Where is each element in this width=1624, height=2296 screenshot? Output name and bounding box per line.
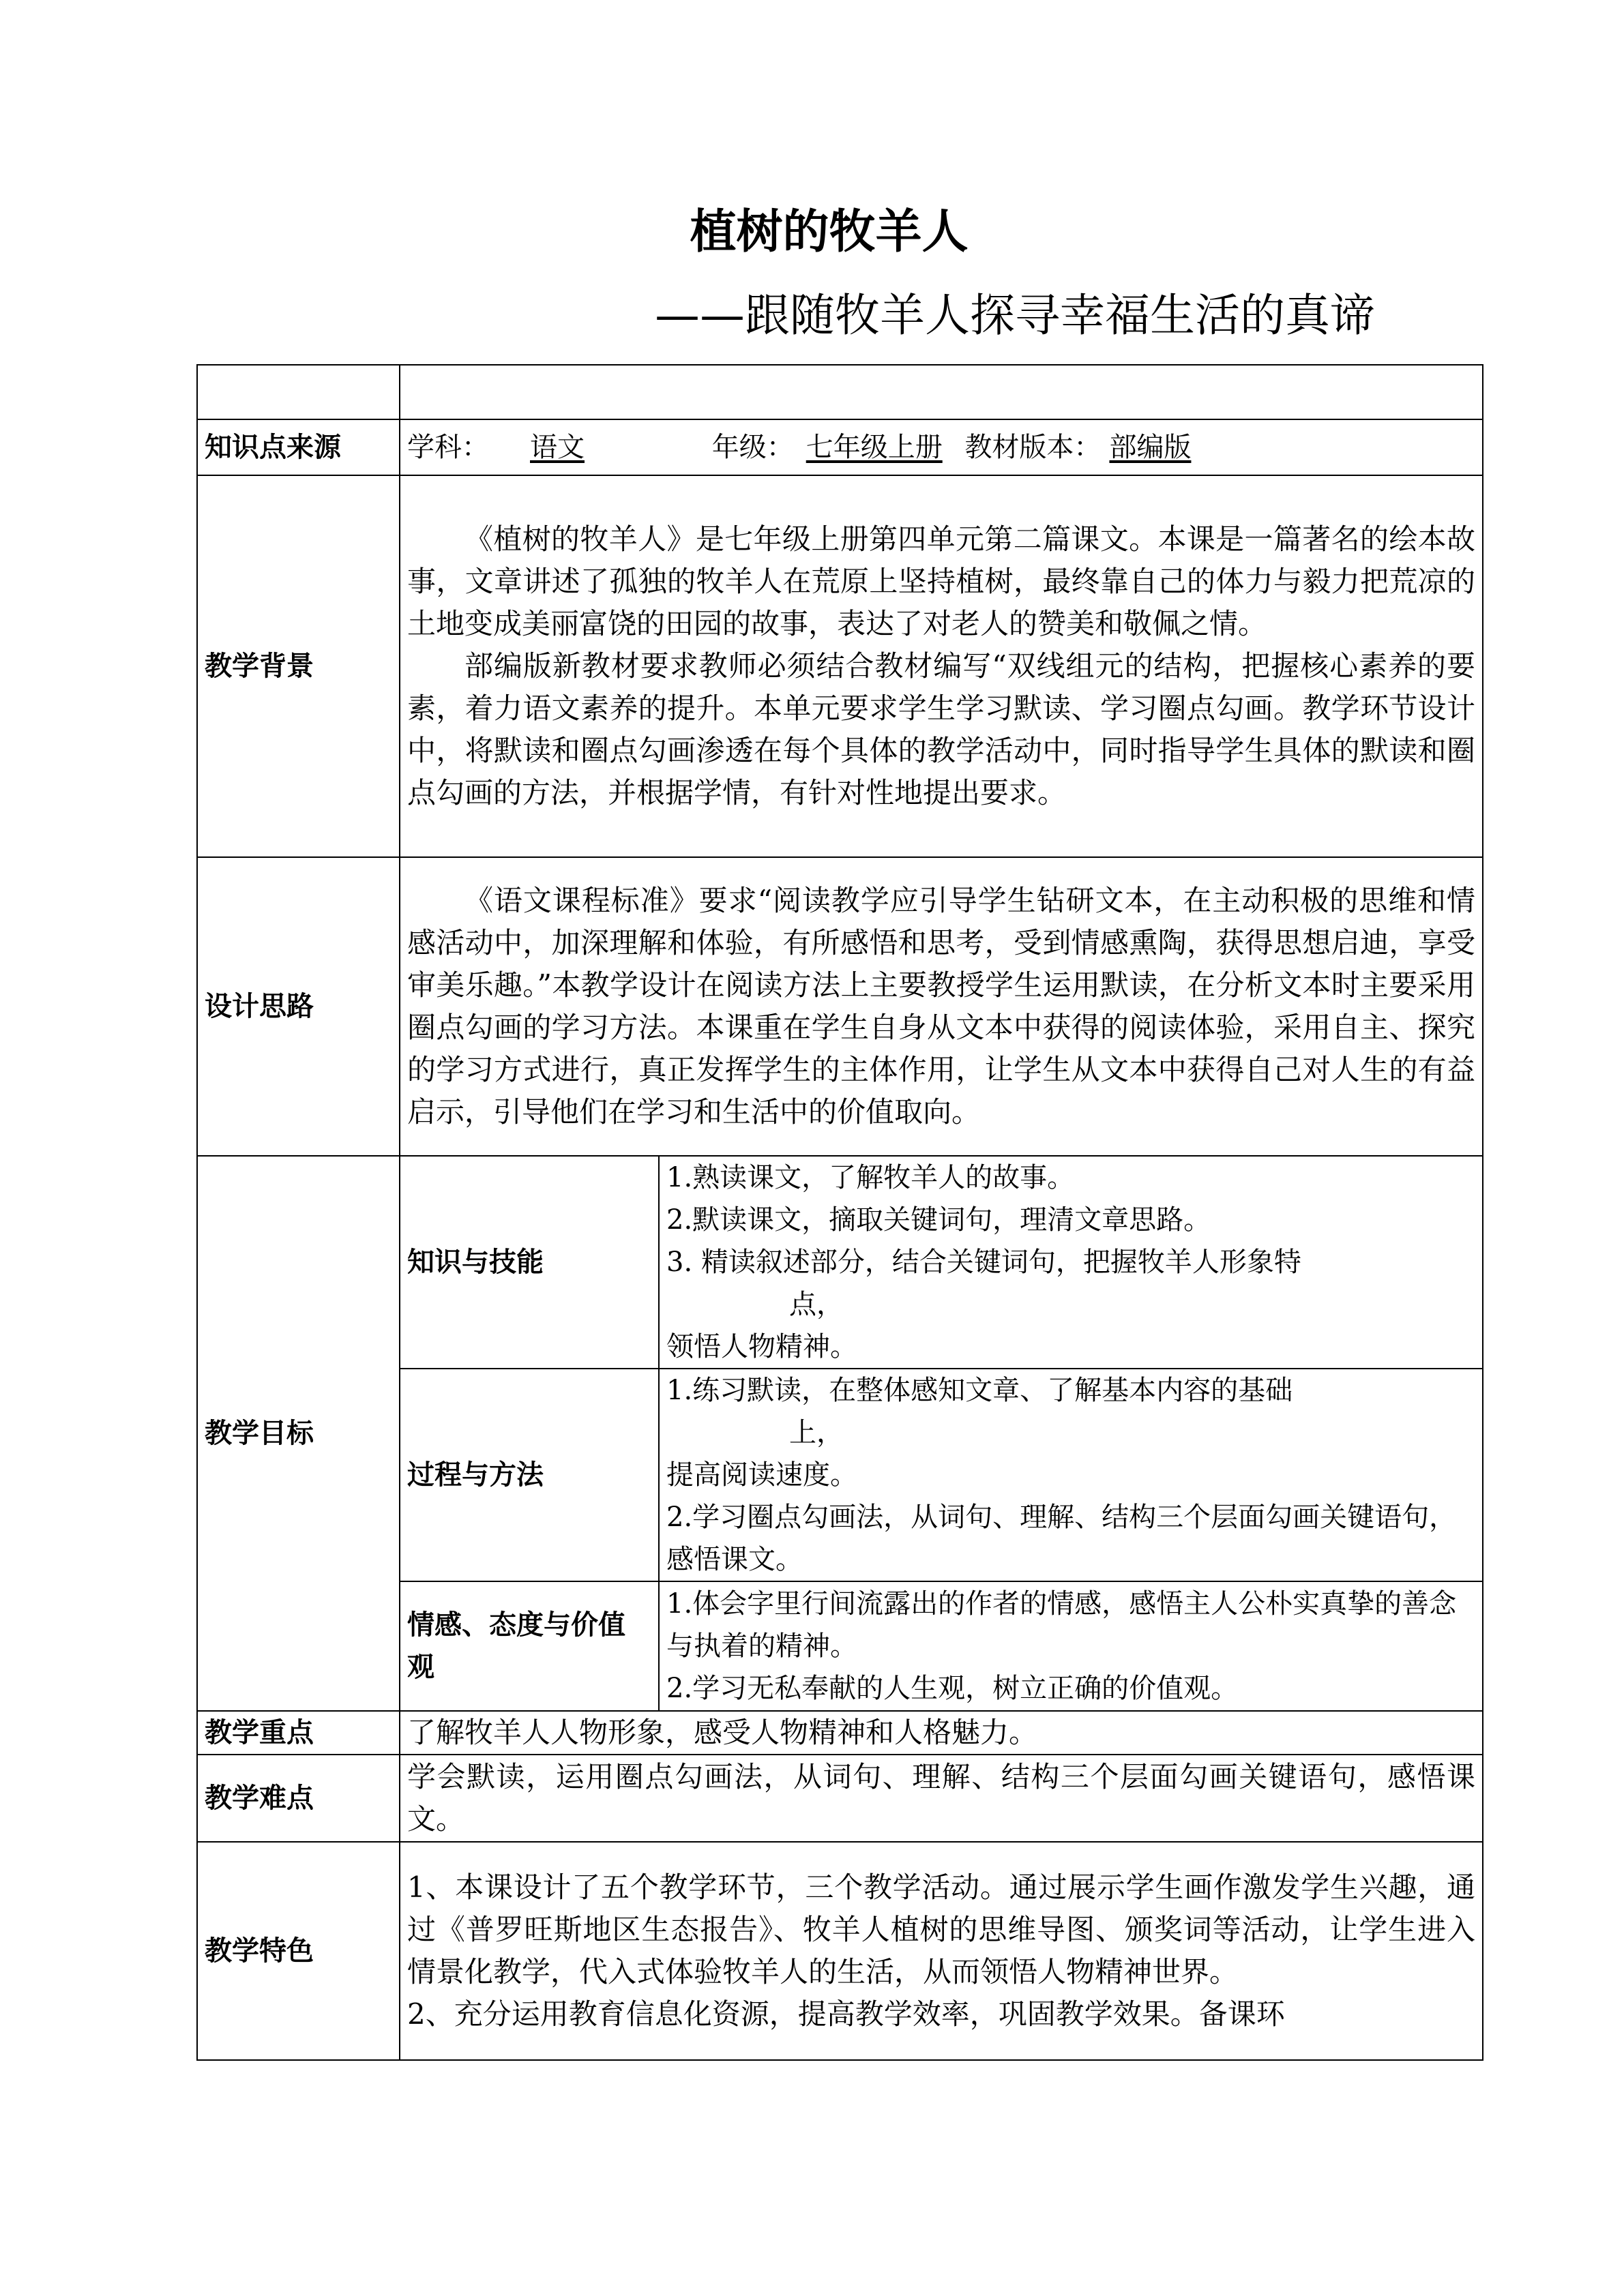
blank-cell-right xyxy=(400,365,1483,419)
emotion-label: 情感、态度与价值观 xyxy=(400,1581,659,1711)
knowledge-item-2: 2.默读课文，摘取关键词句，理清文章思路。 xyxy=(666,1204,1211,1236)
source-content xyxy=(400,419,1483,475)
key-point-row xyxy=(197,1711,1483,1755)
design-header: 设计思路 xyxy=(197,857,400,1156)
features-header: 教学特色 xyxy=(197,1842,400,2060)
objective-knowledge-row xyxy=(197,1156,1483,1369)
page-title: 植树的牧羊人 xyxy=(690,205,969,259)
key-point-content: 了解牧羊人人物形象，感受人物精神和人格魅力。 xyxy=(400,1711,1483,1755)
blank-cell-left xyxy=(197,365,400,419)
process-item-1a: 1.练习默读，在整体感知文章、了解基本内容的基础 xyxy=(666,1375,1293,1406)
background-paragraph-1: 《植树的牧羊人》是七年级上册第四单元第二篇课文。本课是一篇著名的绘本故事，文章讲述了孤独的牧羊人在荒原上坚持植树，最终靠自己的体力与毅力把荒凉的土地变成美丽富饶的田园的故事，表达了对老人的赞美和敬佩之情。 xyxy=(407,522,1475,640)
features-item-2: 2、充分运用教育信息化资源，提高教学效率，巩固教学效果。备课环 xyxy=(407,1997,1285,2031)
emotion-item-1: 1.体会字里行间流露出的作者的情感，感悟主人公朴实真挚的善念与执着的精神。 xyxy=(666,1588,1457,1662)
source-header: 知识点来源 xyxy=(197,419,400,475)
knowledge-item-3a: 3. 精读叙述部分，结合关键词句，把握牧羊人形象特 xyxy=(666,1247,1301,1278)
difficulty-content: 学会默读，运用圈点勾画法，从词句、理解、结构三个层面勾画关键语句，感悟课文。 xyxy=(400,1755,1483,1842)
grade-value: 七年级上册 xyxy=(806,432,943,463)
design-paragraph: 《语文课程标准》要求“阅读教学应引导学生钻研文本，在主动积极的思维和情感活动中，加深理解和体验，有所感悟和思考，受到情感熏陶，获得思想启迪，享受审美乐趣。”本教学设计在阅读方法上主要教授学生运用默读，在分析文本时主要采用圈点勾画的学习方法。本课重在学生自身从文本中获得的阅读体验，采用自主、探究的学习方式进行，真正发挥学生的主体作用，让学生从文本中获得自己对人生的有益启示，引导他们在学习和生活中的价值取向。 xyxy=(407,884,1475,1129)
knowledge-item-3c: 领悟人物精神。 xyxy=(666,1331,857,1362)
knowledge-content xyxy=(659,1156,1483,1369)
process-content xyxy=(659,1369,1483,1581)
objectives-header: 教学目标 xyxy=(197,1156,400,1711)
emotion-item-2: 2.学习无私奉献的人生观，树立正确的价值观。 xyxy=(666,1673,1239,1704)
features-item-1: 1、本课设计了五个教学环节，三个教学活动。通过展示学生画作激发学生兴趣，通过《普罗旺斯地区生态报告》、牧羊人植树的思维导图、颁奖词等活动，让学生进入情景化教学，代入式体验牧羊人的生活，从而领悟人物精神世界。 xyxy=(407,1870,1475,1988)
key-point-header: 教学重点 xyxy=(197,1711,400,1755)
difficulty-header: 教学难点 xyxy=(197,1755,400,1842)
process-item-2: 2.学习圈点勾画法，从词句、理解、结构三个层面勾画关键语句，感悟课文。 xyxy=(666,1502,1457,1575)
edition-value: 部编版 xyxy=(1109,432,1192,463)
knowledge-item-3b: 点， xyxy=(789,1289,844,1320)
emotion-content xyxy=(659,1581,1483,1711)
edition-label: 教材版本： xyxy=(964,432,1102,463)
design-row xyxy=(197,857,1483,1156)
background-paragraph-2: 部编版新教材要求教师必须结合教材编写“双线组元的结构，把握核心素养的要素，着力语文素养的提升。本单元要求学生学习默读、学习圈点勾画。教学环节设计中，将默读和圈点勾画渗透在每个具体的教学活动中，同时指导学生具体的默读和圈点勾画的方法，并根据学情，有针对性地提出要求。 xyxy=(407,649,1475,809)
subject-value: 语文 xyxy=(530,432,585,463)
process-item-1c: 提高阅读速度。 xyxy=(666,1459,857,1491)
lesson-plan-table xyxy=(196,364,1483,2061)
background-content xyxy=(400,475,1483,857)
page-subtitle: ——跟随牧羊人探寻幸福生活的真谛 xyxy=(655,289,1375,342)
features-content xyxy=(400,1842,1483,2060)
knowledge-item-1: 1.熟读课文，了解牧羊人的故事。 xyxy=(666,1162,1075,1193)
knowledge-label: 知识与技能 xyxy=(400,1156,659,1369)
grade-label: 年级： xyxy=(711,432,794,463)
process-label: 过程与方法 xyxy=(400,1369,659,1581)
subject-label: 学科： xyxy=(407,432,489,463)
background-row xyxy=(197,475,1483,857)
blank-row xyxy=(197,365,1483,419)
design-content xyxy=(400,857,1483,1156)
background-header: 教学背景 xyxy=(197,475,400,857)
source-row xyxy=(197,419,1483,475)
features-row xyxy=(197,1842,1483,2060)
process-item-1b: 上， xyxy=(789,1417,844,1448)
difficulty-row xyxy=(197,1755,1483,1842)
